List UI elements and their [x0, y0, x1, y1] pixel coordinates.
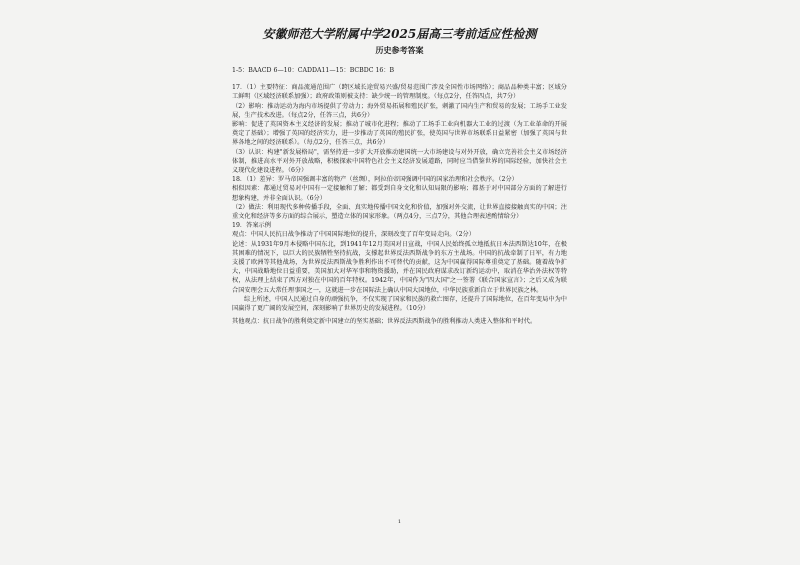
q17-part2-impact: 影响：促进了英国资本主义经济的发展；推动了城市化进程；推动了工场手工业向机器大工业的过渡（为工业革命的开展奠定了基础）；增强了英国的经济实力，进一步推动了英国的殖民扩张，使英国与世界市场联系日益紧密（加强了英国与世界各地之间的经济联系）。（每点2分，任答三点，共6分）	[232, 121, 567, 147]
q19-heading: 19．答案示例	[232, 222, 271, 230]
document-subtitle: 历史参考答案	[375, 45, 424, 55]
q18-part2: （2）做法：利用现代多种传播手段，全面、真实地传播中国文化和价值，加强对外交流，让世界直接接触真实的中国；注重文化和经济等多方面的综合展示，塑造立体的国家形象。（两点4分，三点7分，其他合理表述酌情给分）	[232, 203, 567, 221]
q19-other-views: 其他观点：抗日战争的胜利奠定新中国建立的坚实基础；世界反法西斯战争的胜利推动人类进入整体和平时代。	[232, 318, 537, 326]
q17-part3: （3）认识：构建"新发展格局"，需坚持进一步扩大开放推动建国统一大市场建设与对外开放，确立完善社会主义市场经济体制，推进高水平对外开放战略，积极探索中国特色社会主义经济发展道路，同时应当借鉴世界的国际经验，加快社会主义现代化建设进程。（6分）	[232, 148, 567, 175]
q18-part1: 18．（1）差异：罗马帝国强调丰富的物产（丝绸），阿拉伯帝国强调中国的国家治理和社会秩序。（2分）	[232, 176, 518, 184]
q17-part2: （2）影响：推动运动为海内市场提供了劳动力；海外贸易拓展和殖民扩张，刺激了国内生产和贸易的发展；工场手工业发展，生产技术改进。（每点2分，任答三点，共6分）	[232, 102, 567, 119]
q19-viewpoint: 观点：中国人民抗日战争推动了中国国际地位的提升，深刻改变了百年变局走向。（2分）	[232, 231, 475, 239]
multiple-choice-answers: 1-5：BAACD 6—10：CADDA11—15：BCBDC 16：B	[232, 67, 395, 74]
q19-conclusion: 综上所述，中国人民通过自身的顽强抗争，不仅实现了国家和民族的救亡图存，还提升了国际地位，在百年变局中为中国赢得了更广阔的发展空间，深刻影响了世界历史的发展进程。（10分）	[232, 295, 567, 313]
document-page	[232, 20, 567, 550]
document-title: 安徽师范大学附属中学2025届高三考前适应性检测	[262, 27, 537, 41]
q19-argument: 论述：从1931年9月本侵略中国东北，到1941年12月美国对日宣战，中国人民始终孤立地抵抗日本法西斯达10年，在极其困难的情况下，以巨大的民族牺牲坚持抗战，支撑起世界反法西斯战争的东方主战场。中国的抗战牵制了日军，有力地支援了欧洲等其他战场，为世界反法西斯战争胜利作出不可替代的贡献，这为中国赢得国际尊重奠定了基础。随着战争扩大，中国战略地位日益重要，美国加大对华军事和物资援助，并在国民政府谋求改订新约运动中，取消在华治外法权等特权，从法理上结束了西方对独在中国的百年特权。1942年，中国作为"四大国"之一签署《联合国家宣言》；之后又成为联合国安理会五大常任理事国之一，这就进一步在国际法上确认中国大国地位，中华民族重新自立于世界民族之林。	[232, 240, 567, 294]
q18-similarity: 相似因素：都通过贸易对中国有一定接触和了解；都受到自身文化和认知局限的影响；都基于对中国部分方面的了解进行想象构建，并非全面认识。（6分）	[232, 185, 567, 202]
q17-part1: 17．（1）主要特征：商品流通范围广（跨区域长途贸易兴盛/贸易范围广涉及全国性市场网络）；商品品种类丰富；区域分工鲜明（区域经济联系加强）；政府政策则被支持：缺少统一的管理制度。（每点2分，任答四点，共7分）	[232, 84, 567, 101]
page-number: 1	[397, 519, 402, 525]
